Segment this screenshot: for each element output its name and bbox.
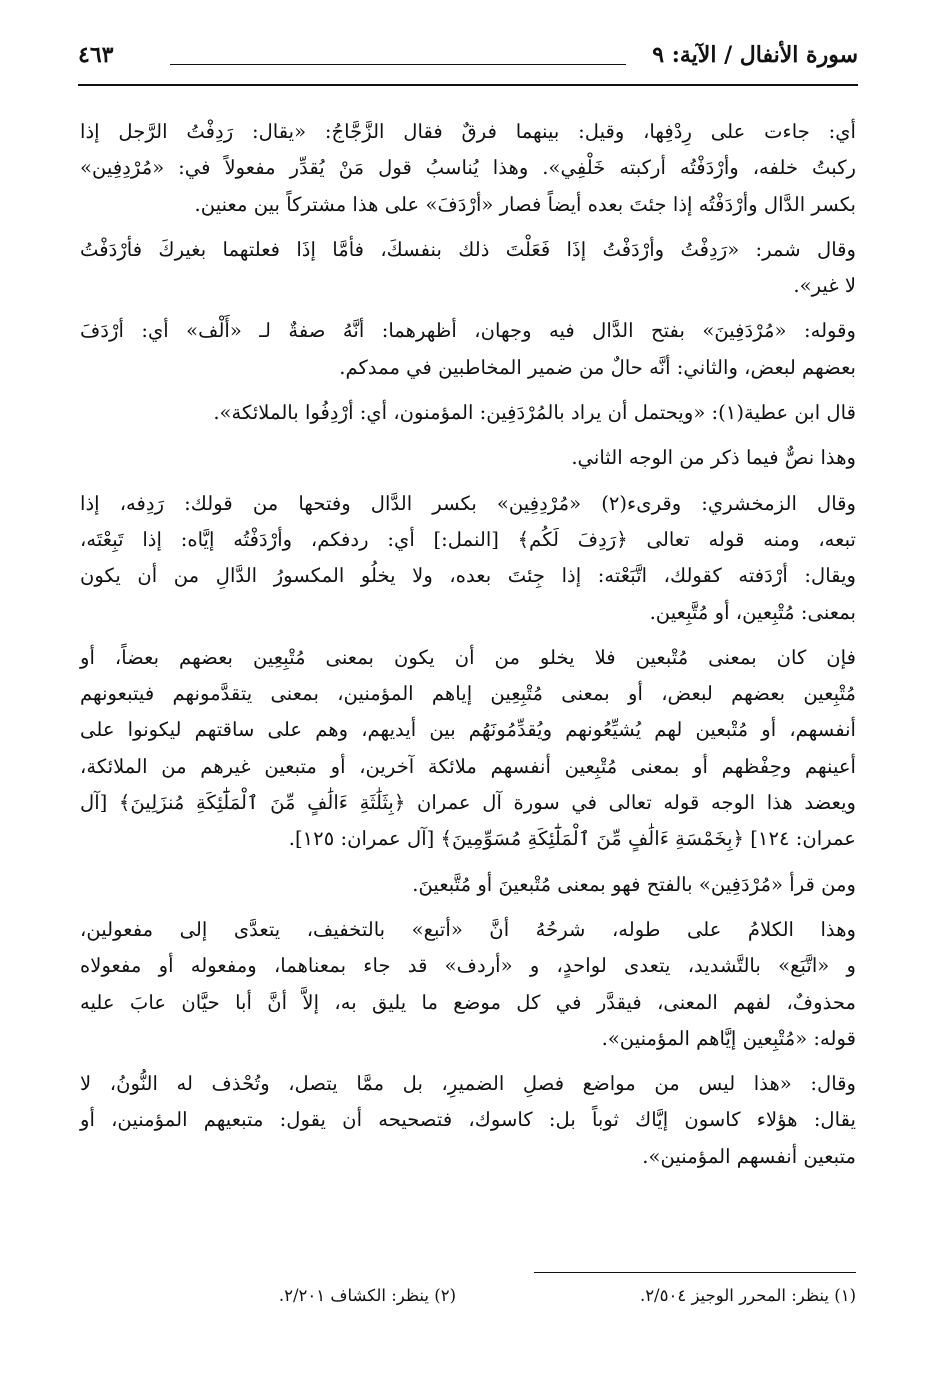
text-line: عمران: ١٢٤] ﴿بِخَمْسَةِ ءَالَٰفٍ مِّنَ ٱلْمَلَٰٓئِكَةِ مُسَوِّمِينَ﴾ [آل عمران: ١٢٥]. [288, 827, 856, 851]
text-line: وقال الزمخشري: وقرىء(٢) «مُرْدِفِين» بكسر الدَّال وفتحها من قولك: رَدِفه، إذا [80, 491, 857, 515]
text-line: وهذا الكلامُ على طوله، شرحُهُ أنَّ «أتبع» بالتخفيف، يتعدَّى إلى مفعولين، [80, 917, 856, 941]
footnote-separator [534, 1272, 856, 1273]
paragraph [80, 232, 856, 305]
paragraph [80, 640, 856, 858]
footnote-1: (١) ينظر: المحرر الوجيز ٢/٥٠٤. [639, 1286, 856, 1305]
text-line: تبعه، ومنه قوله تعالى ﴿رَدِفَ لَكُم﴾ [النمل:] أي: ردفكم، وأرْدَفْتُه إيَّاه: إذا تَبِعْتَه، [80, 527, 856, 551]
text-line: لا غير». [793, 274, 856, 298]
footnotes [80, 1286, 856, 1316]
text-line: ويعضد هذا الوجه قوله تعالى في سورة آل عمران ﴿بِثَلَٰثَةِ ءَالَٰفٍ مِّنَ ٱلْمَلَٰٓئِكَةِ مُنزَلِينَ﴾ [آل [80, 791, 856, 815]
paragraph [80, 1066, 856, 1175]
text-line: وقوله: «مُرْدَفِينَ» بفتح الدَّال فيه وجهان، أظهرهما: أنَّهُ صفةٌ لـ «أَلْف» أي: أرْدَفَ [80, 319, 856, 343]
text-line: متبعين أنفسهم المؤمنين». [642, 1144, 856, 1168]
text-line: و «اتَّبَع» بالتَّشديد، يتعدى لواحدٍ، و «أردف» قد جاء بمعناهما، ومفعوله أو مفعولاه [80, 954, 856, 978]
text-line: بكسر الدَّال وأرْدَفْتُه إذا جئتَ بعده أيضاً فصار «أرْدَفَ» على هذا مشتركاً بين معنين. [194, 192, 856, 216]
text-line: أعينهم وحِفْظهم أو بمعنى مُتْبِعين أنفسهم ملائكة آخرين، أو متبعين غيرهم من الملائكة، [80, 754, 856, 778]
text-line: ركبتُ خلفه، وأرْدَفْتُه أركبته خَلْفِي». وهذا يُناسبُ قول مَنْ يُقدِّر مفعولاً في: «مُرْدِفِين» [80, 156, 856, 180]
paragraph [80, 395, 856, 431]
text-line: بمعنى: مُتْبِعين، أو مُتَّبِعين. [649, 600, 856, 624]
text-line: يقال: هؤلاء كاسون إيَّاك ثوباً بل: كاسوك، فتصحيحه أن يقول: متبعيهم المؤمنين، أو [80, 1108, 856, 1132]
header-title: سورة الأنفال / الآية: ٩ [652, 42, 858, 68]
paragraph [80, 114, 856, 223]
paragraph [80, 486, 856, 631]
text-line: ومن قرأ «مُرْدَفِين» بالفتح فهو بمعنى مُتْبعينَ أو مُتَّبعينَ. [412, 872, 856, 896]
paragraph [80, 912, 856, 1057]
text-line: بعضهم لبعض، والثاني: أنَّه حالٌ من ضمير المخاطبين في ممدكم. [339, 355, 856, 379]
text-line: وقال: «هذا ليس من مواضع فصلِ الضميرِ، بل ممَّا يتصل، وتُحْذف له النُّونُ، لا [80, 1072, 856, 1096]
header-line [170, 64, 626, 65]
text-line: قال ابن عطية(١): «ويحتمل أن يراد بالمُرْدَفِين: المؤمنون، أي: أرْدِفُوا بالملائكة». [213, 401, 856, 425]
text-line: محذوفٌ، لفهم المعنى، فيقدَّر في كل موضع ما يليق به، إلاَّ أنَّ أبا حيَّان عابَ عليه [80, 990, 856, 1014]
running-header [78, 38, 858, 74]
footnote-2: (٢) ينظر: الكشاف ٢/٢٠١. [278, 1286, 456, 1305]
paragraph [80, 313, 856, 386]
text-line: أنفسهم، أو مُتْبعين لهم يُشيِّعُونهم ويُقدِّمُونَهُم بين أيديهم، وهم على ساقتهم ليكونوا على [80, 718, 856, 742]
paragraph [80, 440, 856, 476]
text-line: قوله: «مُتْبِعين إيَّاهم المؤمنين». [601, 1026, 856, 1050]
text-line: وقال شمر: «رَدِفْتُ وأرْدَفْتُ إذَا فَعَلْتَ ذلك بنفسكَ، فأمَّا إذَا فعلتهما بغيركَ فأرْدَفْتُ [80, 237, 856, 261]
paragraph [80, 867, 856, 903]
header-rule [78, 84, 858, 86]
text-line: ويقال: أرْدَفته كقولك، اتَّبَعْته: إذا جِئتَ بعده، ولا يخلُو المكسورُ الدَّالِ من أن يكون [80, 564, 856, 588]
main-text [80, 114, 856, 1184]
page-number: ٤٦٣ [78, 42, 114, 68]
text-line: وهذا نصٌّ فيما ذكر من الوجه الثاني. [571, 446, 856, 470]
text-line: أي: جاءت على رِدْفِها، وقيل: بينهما فرقٌ فقال الزَّجَّاجُ: «يقال: رَدِفْتُ الرَّجل إذا [80, 120, 856, 143]
text-line: فإن كان بمعنى مُتْبعين فلا يخلو من أن يكون بمعنى مُتْبِعِين بعضهم بعضاً، أو [80, 645, 856, 669]
text-line: مُتْبِعين بعضهم لبعض، أو بمعنى مُتْبِعِين إياهم المؤمنين، بمعنى يتقدَّمونهم فيتبعونهم [80, 682, 856, 706]
